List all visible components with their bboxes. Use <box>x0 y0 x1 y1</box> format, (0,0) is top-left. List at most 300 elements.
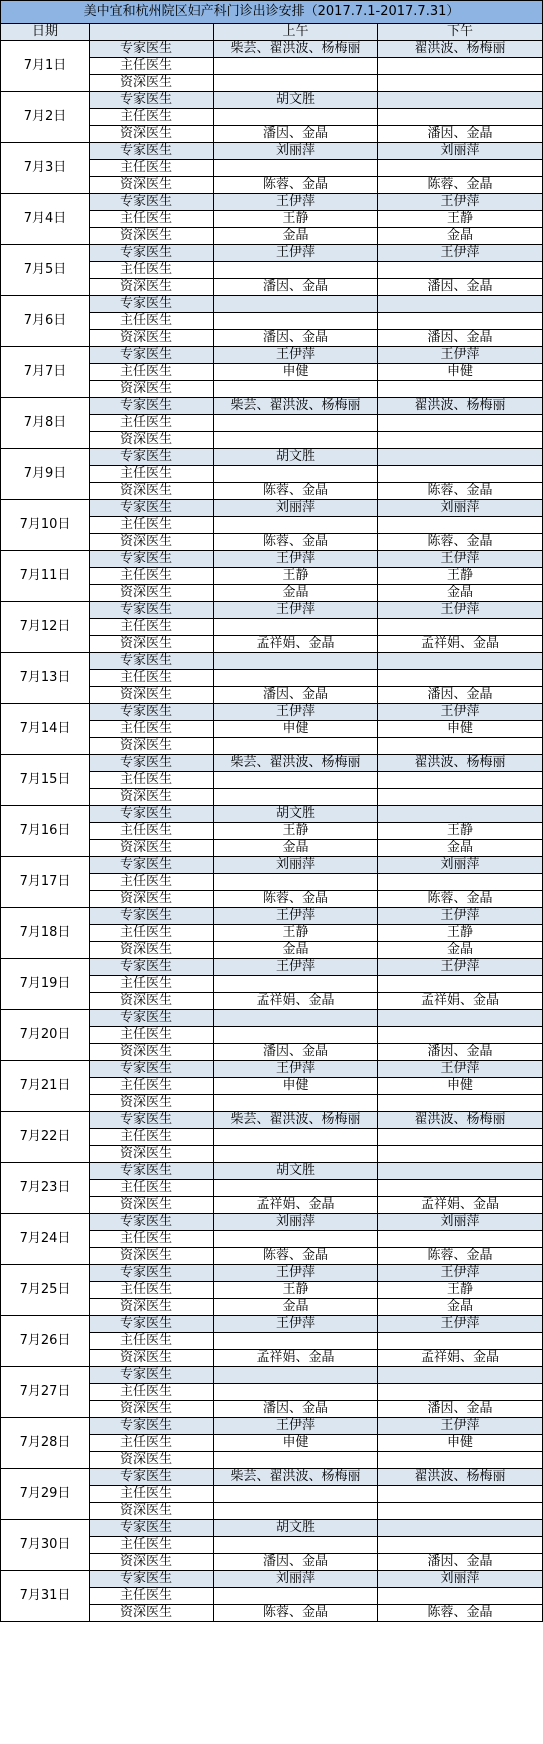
role-cell: 主任医生 <box>90 517 214 534</box>
role-cell: 专家医生 <box>90 755 214 772</box>
am-cell <box>214 160 378 177</box>
role-cell: 主任医生 <box>90 1180 214 1197</box>
pm-cell <box>378 92 543 109</box>
am-cell <box>214 58 378 75</box>
am-cell <box>214 381 378 398</box>
am-cell: 陈蓉、金晶 <box>214 177 378 194</box>
am-cell: 潘因、金晶 <box>214 1044 378 1061</box>
pm-cell <box>378 1367 543 1384</box>
role-cell: 主任医生 <box>90 1486 214 1503</box>
role-cell: 资深医生 <box>90 840 214 857</box>
role-cell: 资深医生 <box>90 330 214 347</box>
pm-cell <box>378 670 543 687</box>
role-cell: 资深医生 <box>90 993 214 1010</box>
role-cell: 主任医生 <box>90 262 214 279</box>
am-cell: 胡文胜 <box>214 1163 378 1180</box>
role-cell: 资深医生 <box>90 1554 214 1571</box>
pm-cell: 潘因、金晶 <box>378 1401 543 1418</box>
role-cell: 资深医生 <box>90 687 214 704</box>
pm-cell: 申健 <box>378 364 543 381</box>
pm-cell <box>378 1146 543 1163</box>
header-role <box>90 24 214 41</box>
role-cell: 资深医生 <box>90 1503 214 1520</box>
am-cell <box>214 670 378 687</box>
am-cell: 陈蓉、金晶 <box>214 1605 378 1622</box>
pm-cell: 申健 <box>378 721 543 738</box>
date-cell: 7月13日 <box>1 653 90 704</box>
header-date: 日期 <box>1 24 90 41</box>
pm-cell: 孟祥娟、金晶 <box>378 636 543 653</box>
date-cell: 7月17日 <box>1 857 90 908</box>
pm-cell: 陈蓉、金晶 <box>378 534 543 551</box>
role-cell: 专家医生 <box>90 704 214 721</box>
am-cell: 申健 <box>214 1435 378 1452</box>
role-cell: 专家医生 <box>90 857 214 874</box>
date-cell: 7月9日 <box>1 449 90 500</box>
table-row <box>1 398 543 415</box>
pm-cell <box>378 517 543 534</box>
table-row <box>1 1214 543 1231</box>
am-cell: 胡文胜 <box>214 449 378 466</box>
role-cell: 资深医生 <box>90 1452 214 1469</box>
pm-cell <box>378 789 543 806</box>
table-row <box>1 1367 543 1384</box>
role-cell: 专家医生 <box>90 959 214 976</box>
am-cell <box>214 1010 378 1027</box>
role-cell: 主任医生 <box>90 313 214 330</box>
role-cell: 资深医生 <box>90 126 214 143</box>
role-cell: 专家医生 <box>90 398 214 415</box>
pm-cell: 金晶 <box>378 585 543 602</box>
role-cell: 资深医生 <box>90 483 214 500</box>
am-cell: 王伊萍 <box>214 347 378 364</box>
am-cell <box>214 1129 378 1146</box>
date-cell: 7月11日 <box>1 551 90 602</box>
role-cell: 专家医生 <box>90 500 214 517</box>
am-cell <box>214 653 378 670</box>
role-cell: 资深医生 <box>90 1146 214 1163</box>
date-cell: 7月10日 <box>1 500 90 551</box>
pm-cell: 王伊萍 <box>378 959 543 976</box>
pm-cell <box>378 1452 543 1469</box>
role-cell: 资深医生 <box>90 1350 214 1367</box>
role-cell: 专家医生 <box>90 1520 214 1537</box>
role-cell: 专家医生 <box>90 653 214 670</box>
am-cell: 陈蓉、金晶 <box>214 483 378 500</box>
pm-cell: 孟祥娟、金晶 <box>378 1197 543 1214</box>
date-cell: 7月19日 <box>1 959 90 1010</box>
pm-cell: 金晶 <box>378 942 543 959</box>
am-cell <box>214 75 378 92</box>
role-cell: 专家医生 <box>90 1061 214 1078</box>
pm-cell: 王伊萍 <box>378 908 543 925</box>
pm-cell: 潘因、金晶 <box>378 1044 543 1061</box>
pm-cell: 陈蓉、金晶 <box>378 891 543 908</box>
pm-cell: 翟洪波、杨梅丽 <box>378 755 543 772</box>
role-cell: 专家医生 <box>90 1163 214 1180</box>
table-row <box>1 908 543 925</box>
pm-cell: 金晶 <box>378 228 543 245</box>
am-cell <box>214 1231 378 1248</box>
pm-cell <box>378 619 543 636</box>
role-cell: 主任医生 <box>90 619 214 636</box>
header-am: 上午 <box>214 24 378 41</box>
pm-cell <box>378 313 543 330</box>
am-cell: 王伊萍 <box>214 1418 378 1435</box>
pm-cell: 刘丽萍 <box>378 1571 543 1588</box>
am-cell: 王伊萍 <box>214 1316 378 1333</box>
table-row <box>1 1571 543 1588</box>
am-cell: 王伊萍 <box>214 1265 378 1282</box>
am-cell <box>214 517 378 534</box>
am-cell: 王伊萍 <box>214 1061 378 1078</box>
am-cell <box>214 432 378 449</box>
role-cell: 主任医生 <box>90 772 214 789</box>
pm-cell: 陈蓉、金晶 <box>378 1605 543 1622</box>
role-cell: 主任医生 <box>90 1231 214 1248</box>
date-cell: 7月8日 <box>1 398 90 449</box>
pm-cell <box>378 738 543 755</box>
pm-cell <box>378 772 543 789</box>
pm-cell: 陈蓉、金晶 <box>378 1248 543 1265</box>
pm-cell: 王静 <box>378 568 543 585</box>
role-cell: 主任医生 <box>90 976 214 993</box>
am-cell <box>214 1486 378 1503</box>
role-cell: 专家医生 <box>90 1112 214 1129</box>
am-cell: 刘丽萍 <box>214 857 378 874</box>
date-cell: 7月26日 <box>1 1316 90 1367</box>
pm-cell: 翟洪波、杨梅丽 <box>378 398 543 415</box>
pm-cell <box>378 1384 543 1401</box>
role-cell: 主任医生 <box>90 1435 214 1452</box>
am-cell: 王伊萍 <box>214 551 378 568</box>
am-cell: 王静 <box>214 211 378 228</box>
pm-cell: 潘因、金晶 <box>378 126 543 143</box>
am-cell <box>214 296 378 313</box>
am-cell: 金晶 <box>214 942 378 959</box>
am-cell: 孟祥娟、金晶 <box>214 993 378 1010</box>
am-cell: 金晶 <box>214 228 378 245</box>
role-cell: 资深医生 <box>90 279 214 296</box>
pm-cell <box>378 466 543 483</box>
am-cell <box>214 1452 378 1469</box>
am-cell: 孟祥娟、金晶 <box>214 636 378 653</box>
table-row <box>1 551 543 568</box>
am-cell: 孟祥娟、金晶 <box>214 1350 378 1367</box>
role-cell: 专家医生 <box>90 1265 214 1282</box>
date-cell: 7月22日 <box>1 1112 90 1163</box>
am-cell: 潘因、金晶 <box>214 279 378 296</box>
am-cell: 潘因、金晶 <box>214 1401 378 1418</box>
date-cell: 7月29日 <box>1 1469 90 1520</box>
am-cell: 胡文胜 <box>214 92 378 109</box>
pm-cell: 王静 <box>378 211 543 228</box>
am-cell: 刘丽萍 <box>214 143 378 160</box>
am-cell: 陈蓉、金晶 <box>214 1248 378 1265</box>
pm-cell <box>378 432 543 449</box>
am-cell: 王伊萍 <box>214 704 378 721</box>
pm-cell <box>378 58 543 75</box>
am-cell: 王伊萍 <box>214 959 378 976</box>
date-cell: 7月18日 <box>1 908 90 959</box>
am-cell <box>214 1588 378 1605</box>
role-cell: 资深医生 <box>90 789 214 806</box>
am-cell <box>214 789 378 806</box>
pm-cell <box>378 976 543 993</box>
pm-cell <box>378 449 543 466</box>
schedule-title: 美中宜和杭州院区妇产科门诊出诊安排（2017.7.1-2017.7.31） <box>1 1 543 24</box>
date-cell: 7月6日 <box>1 296 90 347</box>
date-cell: 7月27日 <box>1 1367 90 1418</box>
am-cell: 申健 <box>214 1078 378 1095</box>
pm-cell: 金晶 <box>378 1299 543 1316</box>
am-cell <box>214 874 378 891</box>
pm-cell <box>378 1486 543 1503</box>
role-cell: 专家医生 <box>90 143 214 160</box>
am-cell <box>214 262 378 279</box>
am-cell <box>214 1027 378 1044</box>
pm-cell <box>378 1231 543 1248</box>
pm-cell: 王伊萍 <box>378 551 543 568</box>
table-row <box>1 1418 543 1435</box>
role-cell: 资深医生 <box>90 432 214 449</box>
role-cell: 主任医生 <box>90 925 214 942</box>
am-cell: 潘因、金晶 <box>214 1554 378 1571</box>
role-cell: 主任医生 <box>90 1384 214 1401</box>
am-cell: 王静 <box>214 568 378 585</box>
pm-cell: 翟洪波、杨梅丽 <box>378 41 543 58</box>
role-cell: 主任医生 <box>90 58 214 75</box>
role-cell: 专家医生 <box>90 245 214 262</box>
date-cell: 7月30日 <box>1 1520 90 1571</box>
pm-cell <box>378 1129 543 1146</box>
role-cell: 资深医生 <box>90 381 214 398</box>
role-cell: 主任医生 <box>90 670 214 687</box>
role-cell: 专家医生 <box>90 1469 214 1486</box>
table-row <box>1 245 543 262</box>
pm-cell: 王静 <box>378 1282 543 1299</box>
table-row <box>1 1520 543 1537</box>
role-cell: 主任医生 <box>90 364 214 381</box>
pm-cell: 潘因、金晶 <box>378 1554 543 1571</box>
pm-cell <box>378 415 543 432</box>
pm-cell: 陈蓉、金晶 <box>378 483 543 500</box>
pm-cell: 孟祥娟、金晶 <box>378 1350 543 1367</box>
am-cell: 胡文胜 <box>214 1520 378 1537</box>
role-cell: 专家医生 <box>90 1367 214 1384</box>
date-cell: 7月7日 <box>1 347 90 398</box>
am-cell <box>214 976 378 993</box>
role-cell: 主任医生 <box>90 1588 214 1605</box>
schedule-body <box>1 41 543 1622</box>
role-cell: 专家医生 <box>90 1571 214 1588</box>
role-cell: 主任医生 <box>90 211 214 228</box>
am-cell: 王静 <box>214 925 378 942</box>
role-cell: 资深医生 <box>90 1401 214 1418</box>
pm-cell: 王伊萍 <box>378 194 543 211</box>
pm-cell <box>378 1095 543 1112</box>
role-cell: 专家医生 <box>90 806 214 823</box>
role-cell: 专家医生 <box>90 1214 214 1231</box>
pm-cell <box>378 1333 543 1350</box>
date-cell: 7月20日 <box>1 1010 90 1061</box>
am-cell <box>214 1333 378 1350</box>
pm-cell: 王静 <box>378 925 543 942</box>
am-cell <box>214 1503 378 1520</box>
role-cell: 主任医生 <box>90 721 214 738</box>
table-row <box>1 602 543 619</box>
date-cell: 7月1日 <box>1 41 90 92</box>
table-row <box>1 1469 543 1486</box>
role-cell: 资深医生 <box>90 1197 214 1214</box>
am-cell: 刘丽萍 <box>214 1571 378 1588</box>
role-cell: 主任医生 <box>90 1129 214 1146</box>
role-cell: 专家医生 <box>90 1010 214 1027</box>
pm-cell: 孟祥娟、金晶 <box>378 993 543 1010</box>
am-cell <box>214 466 378 483</box>
am-cell: 陈蓉、金晶 <box>214 534 378 551</box>
pm-cell: 潘因、金晶 <box>378 687 543 704</box>
am-cell: 柴芸、翟洪波、杨梅丽 <box>214 755 378 772</box>
role-cell: 专家医生 <box>90 602 214 619</box>
am-cell <box>214 619 378 636</box>
am-cell <box>214 415 378 432</box>
am-cell: 王伊萍 <box>214 908 378 925</box>
role-cell: 专家医生 <box>90 92 214 109</box>
am-cell: 胡文胜 <box>214 806 378 823</box>
pm-cell: 金晶 <box>378 840 543 857</box>
date-cell: 7月2日 <box>1 92 90 143</box>
date-cell: 7月23日 <box>1 1163 90 1214</box>
date-cell: 7月4日 <box>1 194 90 245</box>
am-cell: 王静 <box>214 1282 378 1299</box>
role-cell: 资深医生 <box>90 1095 214 1112</box>
pm-cell <box>378 1027 543 1044</box>
am-cell: 潘因、金晶 <box>214 126 378 143</box>
pm-cell <box>378 1180 543 1197</box>
role-cell: 资深医生 <box>90 1248 214 1265</box>
am-cell: 金晶 <box>214 585 378 602</box>
pm-cell: 王伊萍 <box>378 347 543 364</box>
role-cell: 资深医生 <box>90 1299 214 1316</box>
am-cell: 申健 <box>214 721 378 738</box>
role-cell: 资深医生 <box>90 1605 214 1622</box>
pm-cell: 刘丽萍 <box>378 143 543 160</box>
role-cell: 资深医生 <box>90 177 214 194</box>
am-cell: 陈蓉、金晶 <box>214 891 378 908</box>
am-cell <box>214 1180 378 1197</box>
table-row <box>1 41 543 58</box>
role-cell: 资深医生 <box>90 585 214 602</box>
date-cell: 7月21日 <box>1 1061 90 1112</box>
role-cell: 资深医生 <box>90 738 214 755</box>
am-cell: 王伊萍 <box>214 602 378 619</box>
role-cell: 专家医生 <box>90 194 214 211</box>
pm-cell <box>378 296 543 313</box>
pm-cell <box>378 1163 543 1180</box>
role-cell: 资深医生 <box>90 636 214 653</box>
am-cell <box>214 738 378 755</box>
table-row <box>1 1163 543 1180</box>
pm-cell: 申健 <box>378 1435 543 1452</box>
date-cell: 7月5日 <box>1 245 90 296</box>
am-cell <box>214 772 378 789</box>
table-row <box>1 347 543 364</box>
am-cell <box>214 1095 378 1112</box>
pm-cell: 王伊萍 <box>378 1316 543 1333</box>
table-row <box>1 857 543 874</box>
role-cell: 资深医生 <box>90 75 214 92</box>
role-cell: 主任医生 <box>90 160 214 177</box>
pm-cell: 刘丽萍 <box>378 500 543 517</box>
pm-cell <box>378 1520 543 1537</box>
header-pm: 下午 <box>378 24 543 41</box>
pm-cell <box>378 381 543 398</box>
role-cell: 资深医生 <box>90 228 214 245</box>
role-cell: 专家医生 <box>90 449 214 466</box>
am-cell <box>214 1146 378 1163</box>
date-cell: 7月3日 <box>1 143 90 194</box>
role-cell: 专家医生 <box>90 296 214 313</box>
table-row <box>1 143 543 160</box>
pm-cell: 潘因、金晶 <box>378 279 543 296</box>
table-row <box>1 653 543 670</box>
role-cell: 主任医生 <box>90 415 214 432</box>
table-row <box>1 1061 543 1078</box>
pm-cell: 潘因、金晶 <box>378 330 543 347</box>
am-cell: 潘因、金晶 <box>214 687 378 704</box>
am-cell: 柴芸、翟洪波、杨梅丽 <box>214 1469 378 1486</box>
table-row <box>1 806 543 823</box>
date-cell: 7月15日 <box>1 755 90 806</box>
pm-cell <box>378 262 543 279</box>
role-cell: 专家医生 <box>90 41 214 58</box>
pm-cell: 王伊萍 <box>378 245 543 262</box>
table-row <box>1 92 543 109</box>
table-row <box>1 1265 543 1282</box>
am-cell: 金晶 <box>214 1299 378 1316</box>
pm-cell: 王静 <box>378 823 543 840</box>
role-cell: 主任医生 <box>90 109 214 126</box>
pm-cell <box>378 160 543 177</box>
pm-cell: 王伊萍 <box>378 704 543 721</box>
date-cell: 7月31日 <box>1 1571 90 1622</box>
pm-cell <box>378 109 543 126</box>
role-cell: 主任医生 <box>90 568 214 585</box>
am-cell: 王伊萍 <box>214 194 378 211</box>
table-row <box>1 500 543 517</box>
am-cell: 王静 <box>214 823 378 840</box>
pm-cell: 陈蓉、金晶 <box>378 177 543 194</box>
table-row <box>1 755 543 772</box>
pm-cell: 王伊萍 <box>378 1061 543 1078</box>
role-cell: 主任医生 <box>90 1078 214 1095</box>
am-cell <box>214 1367 378 1384</box>
role-cell: 专家医生 <box>90 908 214 925</box>
table-row <box>1 1316 543 1333</box>
am-cell: 刘丽萍 <box>214 500 378 517</box>
role-cell: 专家医生 <box>90 1418 214 1435</box>
am-cell: 申健 <box>214 364 378 381</box>
am-cell: 孟祥娟、金晶 <box>214 1197 378 1214</box>
am-cell: 王伊萍 <box>214 245 378 262</box>
role-cell: 资深医生 <box>90 1044 214 1061</box>
am-cell <box>214 109 378 126</box>
am-cell: 金晶 <box>214 840 378 857</box>
pm-cell <box>378 874 543 891</box>
table-row <box>1 1112 543 1129</box>
role-cell: 专家医生 <box>90 347 214 364</box>
